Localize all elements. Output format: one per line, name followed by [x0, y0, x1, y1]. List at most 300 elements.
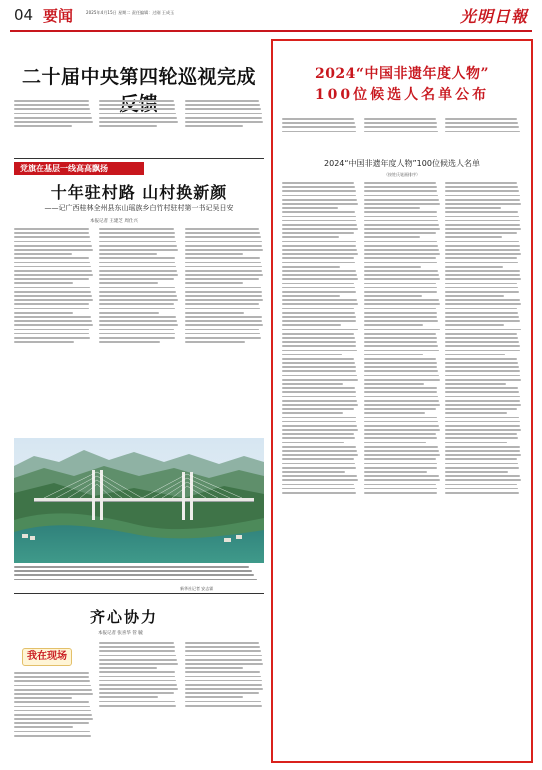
text-line [14, 710, 91, 712]
text-line [14, 685, 91, 687]
text-line [364, 437, 437, 439]
text-line [282, 203, 358, 205]
text-line [364, 329, 440, 331]
text-line [185, 650, 261, 652]
text-line [364, 278, 440, 280]
text-line [445, 303, 521, 305]
text-line [445, 195, 519, 197]
text-line [364, 350, 439, 352]
text-line [99, 663, 178, 665]
section-name: 要闻 [43, 7, 74, 25]
text-line [14, 125, 72, 127]
text-line [445, 354, 505, 356]
text-line [14, 287, 90, 289]
text-line [282, 182, 354, 184]
text-line [185, 303, 260, 305]
text-line [14, 295, 92, 297]
text-line [282, 475, 357, 477]
text-line [185, 125, 243, 127]
text-line [445, 228, 521, 230]
text-line [364, 475, 439, 477]
text-line [99, 705, 176, 707]
text-line [14, 337, 90, 339]
column-badge-logo: 我在现场 [22, 648, 72, 666]
text-line [99, 696, 158, 698]
text-line [282, 484, 354, 486]
text-line [185, 121, 264, 123]
text-line [364, 203, 440, 205]
text-line [445, 126, 519, 128]
text-line [14, 579, 257, 581]
text-line [99, 278, 174, 280]
text-line [364, 463, 437, 465]
text-line [445, 312, 518, 314]
text-line [364, 320, 438, 322]
text-line [185, 696, 244, 698]
text-line [445, 232, 517, 234]
text-line [282, 131, 356, 133]
text-line [364, 471, 427, 473]
text-line [14, 241, 91, 243]
text-line [185, 692, 260, 694]
text-line [364, 387, 437, 389]
text-line [14, 689, 92, 691]
text-line [445, 467, 519, 469]
feature-subheadline: ——记广西桂林全州县东山瑶族乡白竹村驻村第一书记吴日安 [44, 204, 234, 212]
text-line [364, 316, 438, 318]
essay-headline: 齐心协力 [90, 608, 159, 626]
page-number: 04 [14, 6, 34, 24]
text-line [364, 216, 438, 218]
text-line [185, 228, 260, 230]
text-line [282, 241, 356, 243]
text-line [185, 680, 262, 682]
text-line [445, 262, 518, 264]
text-line [445, 299, 520, 301]
text-line [282, 417, 356, 419]
honor-list-intro [282, 118, 522, 152]
text-line [185, 341, 245, 343]
text-line [282, 266, 340, 268]
text-line [282, 358, 354, 360]
section-divider [14, 158, 264, 159]
text-line [282, 421, 356, 423]
masthead [0, 0, 542, 32]
text-line [364, 228, 440, 230]
text-line [364, 195, 438, 197]
text-line [282, 232, 354, 234]
text-line [14, 676, 89, 678]
text-line [185, 287, 261, 289]
text-line [364, 262, 437, 264]
text-line [445, 257, 517, 259]
text-line [364, 379, 440, 381]
text-line [185, 291, 262, 293]
text-line [14, 333, 89, 335]
text-line [185, 642, 260, 644]
text-line [445, 400, 520, 402]
text-line [445, 366, 519, 368]
text-line [185, 655, 262, 657]
text-line [364, 375, 439, 377]
text-line [282, 396, 356, 398]
text-line [14, 722, 89, 724]
text-line [185, 113, 262, 115]
text-line [14, 320, 92, 322]
text-line [99, 642, 174, 644]
text-line [99, 659, 177, 661]
text-line [282, 437, 355, 439]
text-line [282, 446, 356, 448]
text-line [14, 282, 73, 284]
text-line [282, 492, 356, 494]
text-line [282, 341, 356, 343]
text-line [282, 324, 341, 326]
text-line [282, 345, 356, 347]
feature-story-body [14, 228, 264, 436]
text-line [282, 375, 357, 377]
text-line [445, 207, 501, 209]
text-line [99, 295, 177, 297]
text-line [364, 224, 439, 226]
text-line [185, 659, 263, 661]
text-line [364, 488, 437, 490]
text-line [282, 329, 358, 331]
text-line [282, 228, 358, 230]
text-line [282, 220, 356, 222]
text-line [185, 104, 260, 106]
text-line [14, 228, 89, 230]
text-line [185, 100, 260, 102]
text-line [445, 274, 520, 276]
candidate-list-body [282, 182, 522, 756]
text-line [445, 287, 518, 289]
text-line [99, 117, 177, 119]
text-line [14, 308, 89, 310]
text-line [364, 182, 436, 184]
text-line [14, 316, 91, 318]
text-line [445, 308, 517, 310]
text-line [282, 249, 357, 251]
text-line [445, 236, 502, 238]
text-line [282, 190, 356, 192]
text-line [364, 479, 440, 481]
text-line [282, 412, 343, 414]
text-line [99, 121, 178, 123]
text-line [445, 379, 521, 381]
text-line [282, 224, 357, 226]
text-line [364, 245, 438, 247]
text-line [282, 387, 355, 389]
text-line [445, 362, 518, 364]
text-line [282, 211, 355, 213]
text-line [185, 684, 263, 686]
photo-credit: 新华社记者 安志霖 [180, 586, 214, 591]
text-line [99, 262, 175, 264]
text-line [364, 366, 438, 368]
text-line [445, 370, 519, 372]
text-line [445, 479, 521, 481]
honor-list-headline-line2: 100位候选人名单公布 [314, 87, 490, 103]
text-line [282, 408, 354, 410]
text-line [99, 333, 174, 335]
text-line [14, 121, 93, 123]
text-line [14, 718, 93, 720]
date-line: 2025年4月15日 星期二 责任编辑：过刚 王成玉 [86, 10, 175, 15]
text-line [445, 417, 519, 419]
text-line [364, 400, 439, 402]
text-line [445, 291, 519, 293]
text-line [99, 108, 175, 110]
text-line [282, 287, 355, 289]
text-line [14, 329, 89, 331]
text-line [185, 270, 263, 272]
text-line [14, 735, 91, 737]
text-line [445, 404, 521, 406]
text-line [99, 316, 176, 318]
text-line [364, 220, 438, 222]
text-line [185, 299, 264, 301]
text-line [364, 324, 423, 326]
text-line [99, 228, 174, 230]
text-line [282, 379, 358, 381]
candidate-list-title: 2024“中国非遗年度人物”100位候选人名单 [324, 159, 480, 168]
text-line [282, 291, 356, 293]
text-line [14, 291, 91, 293]
text-line [364, 126, 438, 128]
text-line [445, 350, 520, 352]
text-line [282, 245, 356, 247]
text-line [99, 650, 175, 652]
text-line [364, 370, 438, 372]
text-line [445, 383, 506, 385]
text-line [445, 245, 519, 247]
text-line [364, 199, 439, 201]
text-line [14, 266, 91, 268]
text-line [282, 253, 358, 255]
text-line [364, 383, 425, 385]
text-line [445, 391, 519, 393]
text-line [99, 303, 174, 305]
text-line [185, 324, 264, 326]
text-line [364, 417, 438, 419]
text-line [445, 475, 520, 477]
text-line [185, 117, 263, 119]
text-line [364, 354, 424, 356]
text-line [364, 253, 440, 255]
text-line [364, 241, 438, 243]
text-line [14, 566, 249, 568]
text-line [282, 295, 340, 297]
text-line [364, 287, 437, 289]
text-line [445, 186, 518, 188]
text-line [364, 341, 438, 343]
text-line [445, 345, 519, 347]
text-line [185, 676, 261, 678]
text-line [445, 421, 519, 423]
text-line [185, 249, 264, 251]
text-line [445, 270, 519, 272]
text-line [445, 463, 518, 465]
bridge-photo [14, 438, 264, 563]
text-line [364, 291, 438, 293]
text-line [282, 320, 356, 322]
text-line [364, 484, 436, 486]
text-line [185, 646, 260, 648]
text-line [445, 329, 521, 331]
text-line [185, 337, 261, 339]
text-line [14, 312, 73, 314]
section-divider [14, 593, 264, 594]
text-line [445, 387, 518, 389]
text-line [282, 257, 354, 259]
text-line [445, 122, 518, 124]
text-line [364, 270, 438, 272]
text-line [445, 118, 517, 120]
text-line [364, 190, 438, 192]
text-line [364, 404, 440, 406]
text-line [445, 358, 517, 360]
text-line [185, 274, 264, 276]
candidate-list-note: （按姓氏笔画排序） [384, 172, 420, 177]
text-line [14, 324, 93, 326]
text-line [14, 117, 92, 119]
text-line [99, 324, 178, 326]
text-line [445, 241, 519, 243]
text-line [364, 211, 437, 213]
text-line [445, 199, 520, 201]
text-line [99, 249, 178, 251]
text-line [282, 262, 355, 264]
text-line [99, 274, 178, 276]
text-line [282, 350, 357, 352]
text-line [282, 283, 354, 285]
text-line [445, 396, 519, 398]
text-line [364, 186, 437, 188]
text-line [185, 266, 262, 268]
text-line [14, 574, 254, 576]
text-line [282, 278, 358, 280]
text-line [14, 570, 252, 572]
text-line [282, 122, 355, 124]
text-line [282, 425, 357, 427]
text-line [282, 299, 357, 301]
text-line [364, 295, 422, 297]
text-line [445, 216, 519, 218]
text-line [445, 283, 517, 285]
text-line [282, 442, 344, 444]
text-line [185, 245, 263, 247]
text-line [445, 220, 519, 222]
text-line [14, 680, 90, 682]
feature-byline: 本报记者 王建芝 周仕兴 [90, 219, 138, 224]
text-line [282, 450, 357, 452]
text-line [282, 270, 356, 272]
text-line [14, 693, 93, 695]
text-line [445, 437, 518, 439]
text-line [364, 442, 426, 444]
text-line [364, 421, 438, 423]
text-line [185, 262, 261, 264]
text-line [185, 329, 260, 331]
text-line [99, 257, 174, 259]
text-line [282, 126, 356, 128]
text-line [99, 236, 175, 238]
text-line [14, 104, 89, 106]
text-line [445, 253, 521, 255]
text-line [445, 412, 506, 414]
text-line [364, 308, 436, 310]
text-line [364, 122, 437, 124]
text-line [282, 236, 339, 238]
text-line [445, 488, 518, 490]
masthead-rule [10, 30, 532, 32]
text-line [445, 278, 521, 280]
text-line [14, 731, 90, 733]
text-line [185, 701, 261, 703]
text-line [282, 458, 354, 460]
text-line [445, 224, 520, 226]
text-line [14, 113, 91, 115]
text-line [14, 303, 89, 305]
text-line [185, 312, 244, 314]
text-line [14, 278, 89, 280]
text-line [99, 100, 174, 102]
text-line [185, 236, 261, 238]
feature-headline: 十年驻村路 山村换新颜 [50, 183, 228, 202]
text-line [99, 113, 176, 115]
text-line [99, 312, 158, 314]
text-line [445, 341, 519, 343]
text-line [445, 211, 518, 213]
text-line [282, 370, 356, 372]
feature-banner: 党旗在基层一线高高飘扬 [14, 162, 144, 175]
text-line [364, 425, 439, 427]
text-line [282, 216, 356, 218]
text-line [282, 312, 355, 314]
text-line [445, 337, 518, 339]
text-line [364, 207, 420, 209]
text-line [99, 245, 177, 247]
text-line [282, 467, 356, 469]
text-line [282, 118, 354, 120]
text-line [14, 714, 92, 716]
text-line [282, 383, 343, 385]
text-line [445, 454, 521, 456]
text-line [282, 316, 356, 318]
lead-story-body [14, 100, 264, 158]
text-line [282, 195, 356, 197]
text-line [445, 249, 520, 251]
text-line [282, 429, 358, 431]
text-line [99, 692, 174, 694]
text-line [14, 701, 89, 703]
text-line [185, 316, 262, 318]
text-line [99, 291, 176, 293]
text-line [445, 484, 517, 486]
text-line [364, 358, 436, 360]
text-line [445, 131, 519, 133]
text-line [99, 646, 174, 648]
text-line [185, 663, 264, 665]
text-line [99, 337, 175, 339]
text-line [364, 492, 438, 494]
text-line [14, 100, 89, 102]
text-line [99, 701, 175, 703]
text-line [14, 257, 89, 259]
text-line [282, 404, 358, 406]
text-line [99, 241, 176, 243]
